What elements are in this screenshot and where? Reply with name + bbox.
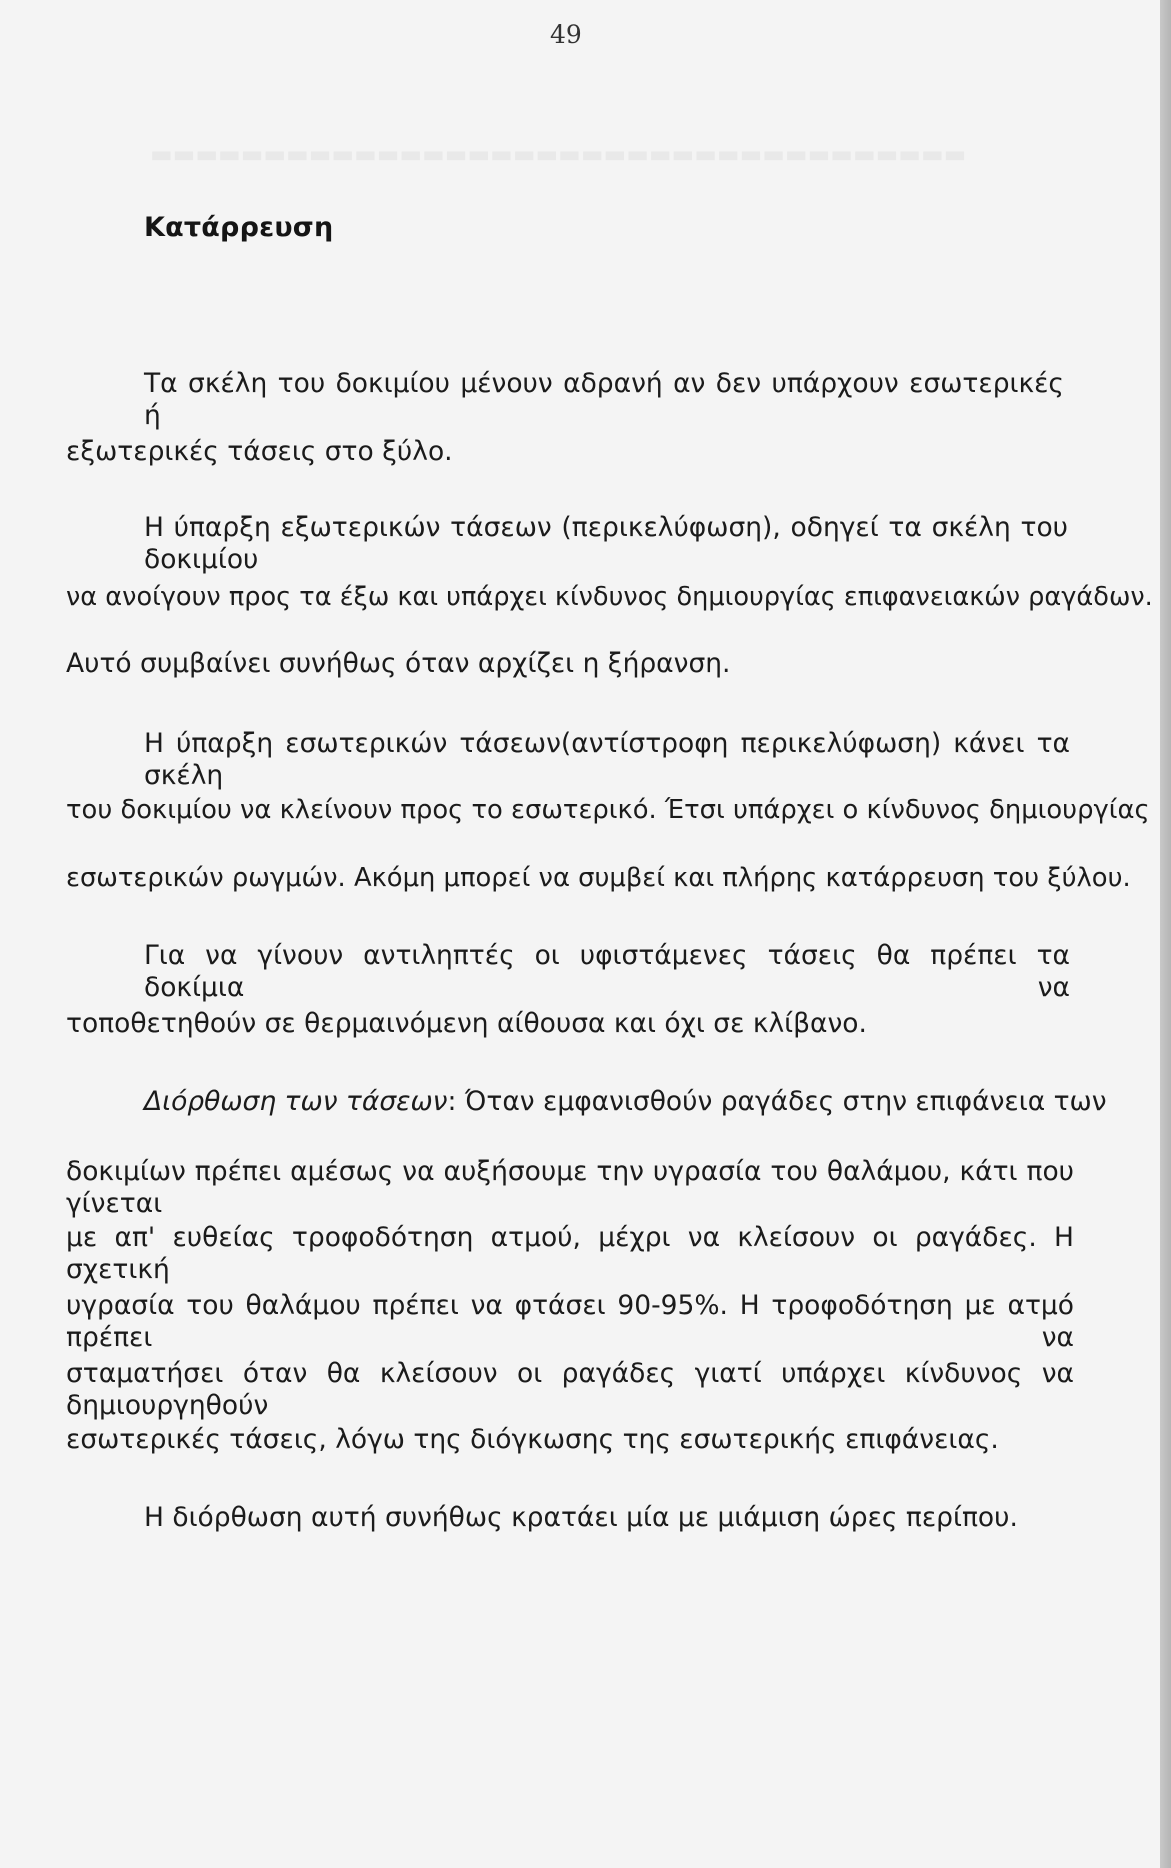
bleed-through-text: ▬▬▬▬▬▬▬▬▬▬▬▬▬▬▬▬▬▬▬▬▬▬▬▬▬▬▬▬▬▬▬▬▬▬▬▬ xyxy=(150,140,967,168)
paragraph-line: να ανοίγουν προς τα έξω και υπάρχει κίνδυνος δημιουργίας επιφανειακών ραγάδων. xyxy=(66,582,1153,612)
paragraph-line: υγρασία του θαλάμου πρέπει να φτάσει 90-95%. Η τροφοδότηση με ατμό πρέπει να xyxy=(66,1290,1074,1353)
paragraph-line: με απ' ευθείας τροφοδότηση ατμού, μέχρι να κλείσουν οι ραγάδες. Η σχετική xyxy=(66,1222,1074,1285)
paragraph-line: δοκιμίων πρέπει αμέσως να αυξήσουμε την υγρασία του θαλάμου, κάτι που γίνεται xyxy=(66,1156,1074,1219)
page-number: 49 xyxy=(550,20,582,49)
correction-first-line xyxy=(144,1086,1107,1118)
section-heading: Κατάρρευση xyxy=(144,212,334,243)
correction-text: Όταν εμφανισθούν ραγάδες στην επιφάνεια των xyxy=(456,1086,1107,1117)
paragraph-line: Η ύπαρξη εσωτερικών τάσεων(αντίστροφη περικελύφωση) κάνει τα σκέλη xyxy=(144,728,1070,791)
paragraph-line: Η ύπαρξη εξωτερικών τάσεων (περικελύφωση), οδηγεί τα σκέλη του δοκιμίου xyxy=(144,512,1068,575)
correction-separator: : xyxy=(447,1086,457,1117)
paragraph-line: τοποθετηθούν σε θερμαινόμενη αίθουσα και όχι σε κλίβανο. xyxy=(66,1008,867,1039)
paragraph-line: Για να γίνουν αντιληπτές οι υφιστάμενες τάσεις θα πρέπει τα δοκίμια να xyxy=(144,940,1070,1003)
paragraph-line: Τα σκέλη του δοκιμίου μένουν αδρανή αν δεν υπάρχουν εσωτερικές ή xyxy=(144,368,1064,431)
paragraph-line: του δοκιμίου να κλείνουν προς το εσωτερικό. Έτσι υπάρχει ο κίνδυνος δημιουργίας xyxy=(66,795,1150,825)
paragraph-line: εσωτερικών ρωγμών. Ακόμη μπορεί να συμβεί και πλήρης κατάρρευση του ξύλου. xyxy=(66,863,1131,893)
paragraph-line: Η διόρθωση αυτή συνήθως κρατάει μία με μιάμιση ώρες περίπου. xyxy=(144,1502,1018,1533)
paragraph-line: Αυτό συμβαίνει συνήθως όταν αρχίζει η ξήρανση. xyxy=(66,648,731,679)
paragraph-line: σταματήσει όταν θα κλείσουν οι ραγάδες γιατί υπάρχει κίνδυνος να δημιουργηθούν xyxy=(66,1358,1074,1421)
paragraph-line: εσωτερικές τάσεις, λόγω της διόγκωσης της εσωτερικής επιφάνειας. xyxy=(66,1424,999,1455)
paragraph-line: εξωτερικές τάσεις στο ξύλο. xyxy=(66,436,453,467)
correction-label: Διόρθωση των τάσεων xyxy=(144,1086,448,1117)
page-edge xyxy=(1160,0,1171,1868)
